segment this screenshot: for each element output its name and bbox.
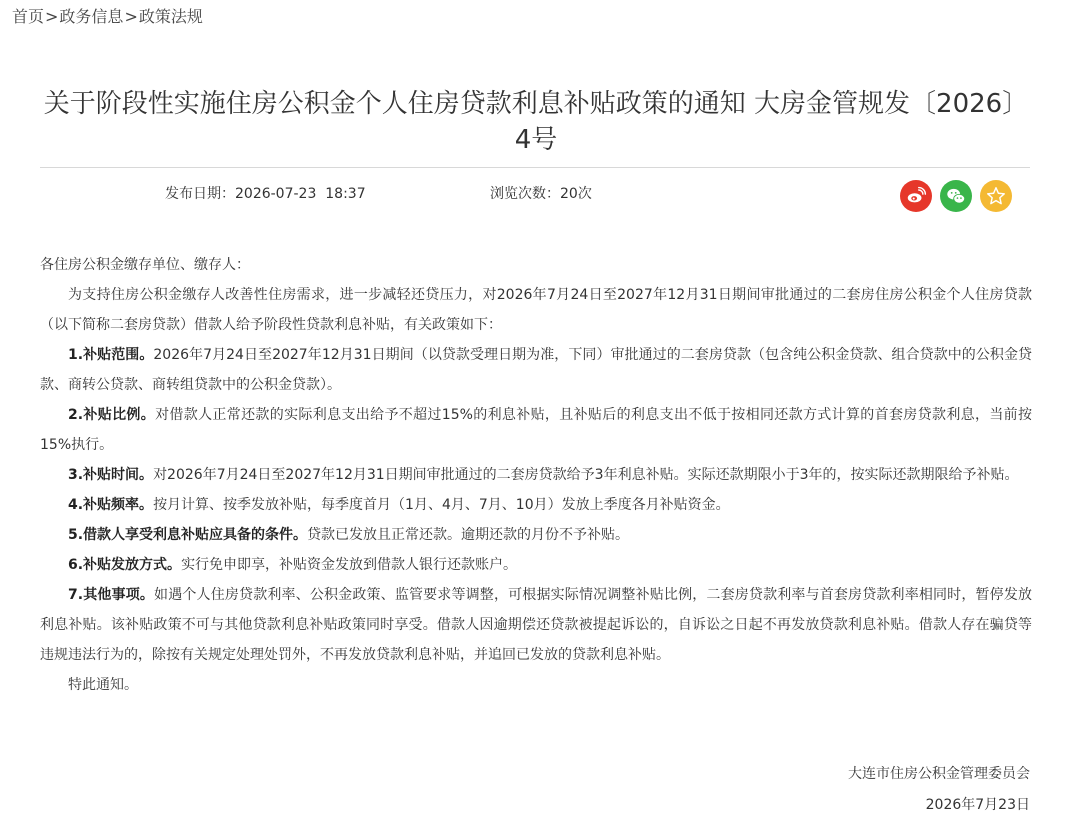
policy-item-heading: 1.补贴范围。 (68, 347, 154, 363)
breadcrumb-gov-info-link[interactable]: 政务信息 (59, 7, 124, 26)
policy-item-text: 如遇个人住房贷款利率、公积金政策、监管要求等调整，可根据实际情况调整补贴比例，二套房贷款利率与首套房贷款利率相同时，暂停发放利息补贴。该补贴政策不可与其他贷款利息补贴政策同时享受。借款人因逾期偿还贷款被提起诉讼的，自诉讼之日起不再发放贷款利息补贴。借款人存在骗贷等违规违法行为的，除按有关规定处理处罚外，不再发放贷款利息补贴，并追回已发放的贷款利息补贴。 (40, 587, 1033, 663)
signature-organization: 大连市住房公积金管理委员会 (848, 766, 1030, 782)
publish-date-value: 2026-07-23 18:37 (235, 186, 366, 202)
signature-date: 2026年7月23日 (925, 797, 1030, 813)
policy-item-heading: 4.补贴频率。 (68, 497, 154, 513)
salutation: 各住房公积金缴存单位、缴存人： (40, 257, 250, 273)
policy-item (40, 550, 1032, 580)
breadcrumb-home-link[interactable]: 首页 (12, 7, 45, 26)
view-count (490, 184, 592, 204)
policy-item (40, 520, 1032, 550)
policy-item-heading: 7.其他事项。 (68, 587, 155, 603)
star-icon (985, 185, 1007, 207)
publish-date (165, 184, 366, 204)
policy-item-heading: 5.借款人享受利息补贴应具备的条件。 (68, 527, 308, 543)
publish-date-label: 发布日期： (165, 186, 235, 202)
policy-item-heading: 6.补贴发放方式。 (68, 557, 182, 573)
policy-item-heading: 2.补贴比例。 (68, 407, 156, 423)
policy-item (40, 490, 1032, 520)
policy-item (40, 460, 1032, 490)
policy-item-text: 实行免申即享，补贴资金发放到借款人银行还款账户。 (181, 557, 518, 573)
policy-item (40, 340, 1032, 400)
view-count-label: 浏览次数： (490, 186, 560, 202)
title-divider (40, 167, 1030, 168)
share-wechat-button[interactable] (940, 180, 972, 212)
policy-item-text: 对借款人正常还款的实际利息支出给予不超过15%的利息补贴，且补贴后的利息支出不低于按相同还款方式计算的首套房贷款利息，当前按15%执行。 (40, 407, 1032, 453)
weibo-icon (905, 185, 927, 207)
breadcrumb-policy-link[interactable]: 政策法规 (138, 7, 203, 26)
closing-line: 特此通知。 (68, 677, 138, 693)
policy-item-text: 按月计算、按季发放补贴，每季度首月（1月、4月、7月、10月）发放上季度各月补贴资金。 (153, 497, 730, 513)
breadcrumb (12, 6, 203, 28)
favorite-button[interactable] (980, 180, 1012, 212)
article-title: 关于阶段性实施住房公积金个人住房贷款利息补贴政策的通知 大房金管规发〔2026〕4号 (43, 89, 1029, 155)
share-weibo-button[interactable] (900, 180, 932, 212)
policy-item (40, 400, 1032, 460)
policy-item-text: 2026年7月24日至2027年12月31日期间（以贷款受理日期为准，下同）审批通过的二套房贷款（包含纯公积金贷款、组合贷款中的公积金贷款、商转公贷款、商转组贷款中的公积金贷款）。 (40, 347, 1032, 393)
breadcrumb-separator: > (45, 7, 59, 26)
wechat-icon (945, 185, 967, 207)
view-count-value: 20次 (560, 186, 592, 202)
breadcrumb-separator: > (124, 7, 138, 26)
policy-item (40, 580, 1032, 670)
policy-item-text: 对2026年7月24日至2027年12月31日期间审批通过的二套房贷款给予3年利息补贴。实际还款期限小于3年的，按实际还款期限给予补贴。 (153, 467, 1019, 483)
policy-item-text: 贷款已发放且正常还款。逾期还款的月份不予补贴。 (307, 527, 630, 543)
article-body (40, 250, 1032, 700)
policy-item-heading: 3.补贴时间。 (68, 467, 154, 483)
intro-paragraph: 为支持住房公积金缴存人改善性住房需求，进一步减轻还贷压力，对2026年7月24日至2027年12月31日期间审批通过的二套房住房公积金个人住房贷款（以下简称二套房贷款）借款人给予阶段性贷款利息补贴，有关政策如下： (40, 287, 1032, 333)
